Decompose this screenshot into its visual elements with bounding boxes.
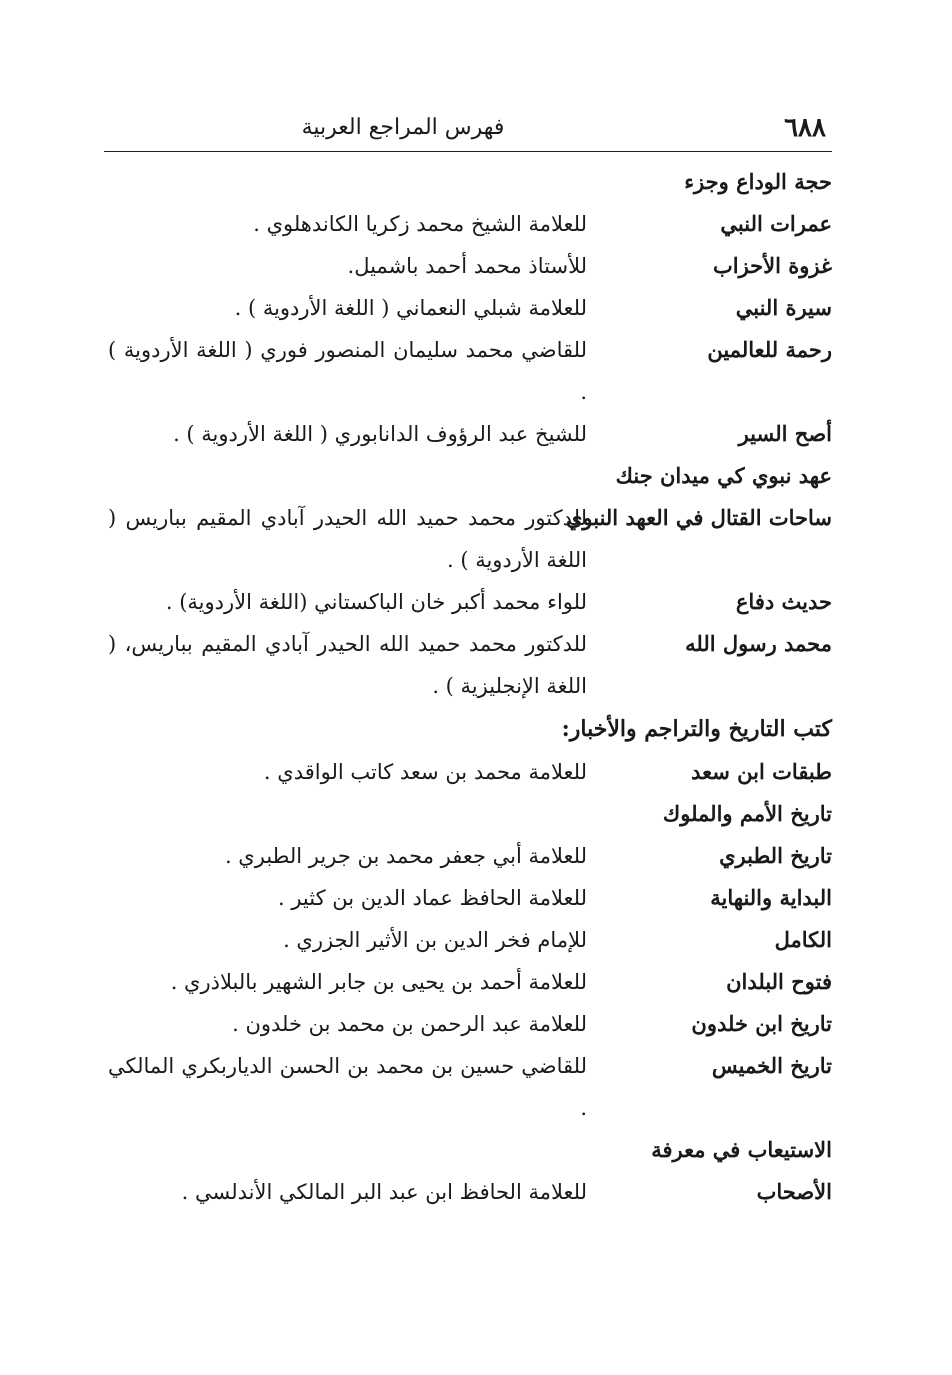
reference-author: للقاضي محمد سليمان المنصور فوري ( اللغة الأردوية ) . — [108, 338, 587, 404]
reference-author: للعلامة الشيخ محمد زكريا الكاندهلوي . — [253, 212, 587, 236]
reference-title: عمرات النبي — [720, 211, 832, 236]
reference-entry — [108, 751, 832, 793]
reference-entry — [108, 203, 832, 245]
reference-title: فتوح البلدان — [726, 969, 832, 994]
reference-author: للعلامة الحافظ عماد الدين بن كثير . — [277, 886, 587, 910]
reference-title: الكامل — [774, 927, 832, 952]
references-list — [108, 161, 832, 1213]
reference-author: للإمام فخر الدين بن الأثير الجزري . — [283, 928, 587, 952]
reference-entry — [108, 287, 832, 329]
reference-author: للعلامة أحمد بن يحيى بن جابر الشهير بالبلاذري . — [170, 970, 587, 994]
reference-title: سيرة النبي — [735, 295, 832, 320]
reference-author: للأستاذ محمد أحمد باشميل. — [347, 254, 587, 278]
reference-entry — [108, 623, 832, 707]
reference-entry — [108, 961, 832, 1003]
reference-entry — [108, 877, 832, 919]
reference-entry — [108, 581, 832, 623]
reference-entry — [108, 835, 832, 877]
reference-title: تاريخ الطبري — [719, 843, 832, 868]
reference-title: تاريخ الخميس — [711, 1053, 832, 1078]
book-page — [108, 105, 832, 1204]
reference-author: للعلامة شبلي النعماني ( اللغة الأردوية ) . — [234, 296, 587, 320]
reference-author: للعلامة الحافظ ابن عبد البر المالكي الأندلسي . — [181, 1180, 587, 1204]
reference-entry — [108, 1045, 832, 1129]
reference-entry — [108, 919, 832, 961]
section-heading: كتب التاريخ والتراجم والأخبار: — [561, 716, 832, 742]
reference-title: ساحات القتال في العهد النبوي — [565, 505, 832, 530]
reference-entry — [108, 329, 832, 413]
reference-author: للقاضي حسين بن محمد بن الحسن الدياربكري المالكي . — [108, 1054, 587, 1120]
reference-title: رحمة للعالمين — [707, 337, 832, 362]
reference-title-line: حجة الوداع وجزء — [684, 169, 832, 194]
reference-title: حديث دفاع — [735, 589, 832, 614]
reference-author: للعلامة أبي جعفر محمد بن جرير الطبري . — [224, 844, 587, 868]
reference-author: للدكتور محمد حميد الله الحيدر آبادي المقيم بباريس، ( اللغة الإنجليزية ) . — [108, 632, 587, 698]
reference-title: غزوة الأحزاب — [712, 253, 832, 278]
reference-author: للعلامة محمد بن سعد كاتب الواقدي . — [263, 760, 587, 784]
reference-author: للعلامة عبد الرحمن بن محمد بن خلدون . — [232, 1012, 587, 1036]
reference-title-line: عهد نبوي كي ميدان جنك — [615, 463, 832, 488]
reference-title: طبقات ابن سعد — [691, 759, 832, 784]
reference-entry — [108, 1171, 832, 1213]
header-rule — [104, 151, 832, 152]
reference-title: محمد رسول الله — [685, 631, 832, 656]
reference-title: الأصحاب — [756, 1179, 832, 1204]
reference-entry — [108, 245, 832, 287]
running-title: فهرس المراجع العربية — [301, 115, 505, 140]
reference-title-line: تاريخ الأمم والملوك — [662, 801, 832, 826]
reference-title-line: الاستيعاب في معرفة — [651, 1137, 832, 1162]
reference-author: للشيخ عبد الرؤوف الدانابوري ( اللغة الأردوية ) . — [173, 422, 587, 446]
reference-title: البداية والنهاية — [710, 885, 832, 910]
reference-title: أصح السير — [738, 421, 832, 446]
page-number: ٦٨٨ — [784, 113, 826, 143]
reference-title: تاريخ ابن خلدون — [691, 1011, 832, 1036]
reference-author: للواء محمد أكبر خان الباكستاني (اللغة الأردوية) . — [165, 590, 587, 614]
page-header — [108, 105, 832, 149]
reference-entry — [108, 497, 832, 581]
reference-author: للدكتور محمد حميد الله الحيدر آبادي المقيم بباريس ( اللغة الأردوية ) . — [108, 506, 587, 572]
reference-entry — [108, 1003, 832, 1045]
reference-entry — [108, 413, 832, 455]
